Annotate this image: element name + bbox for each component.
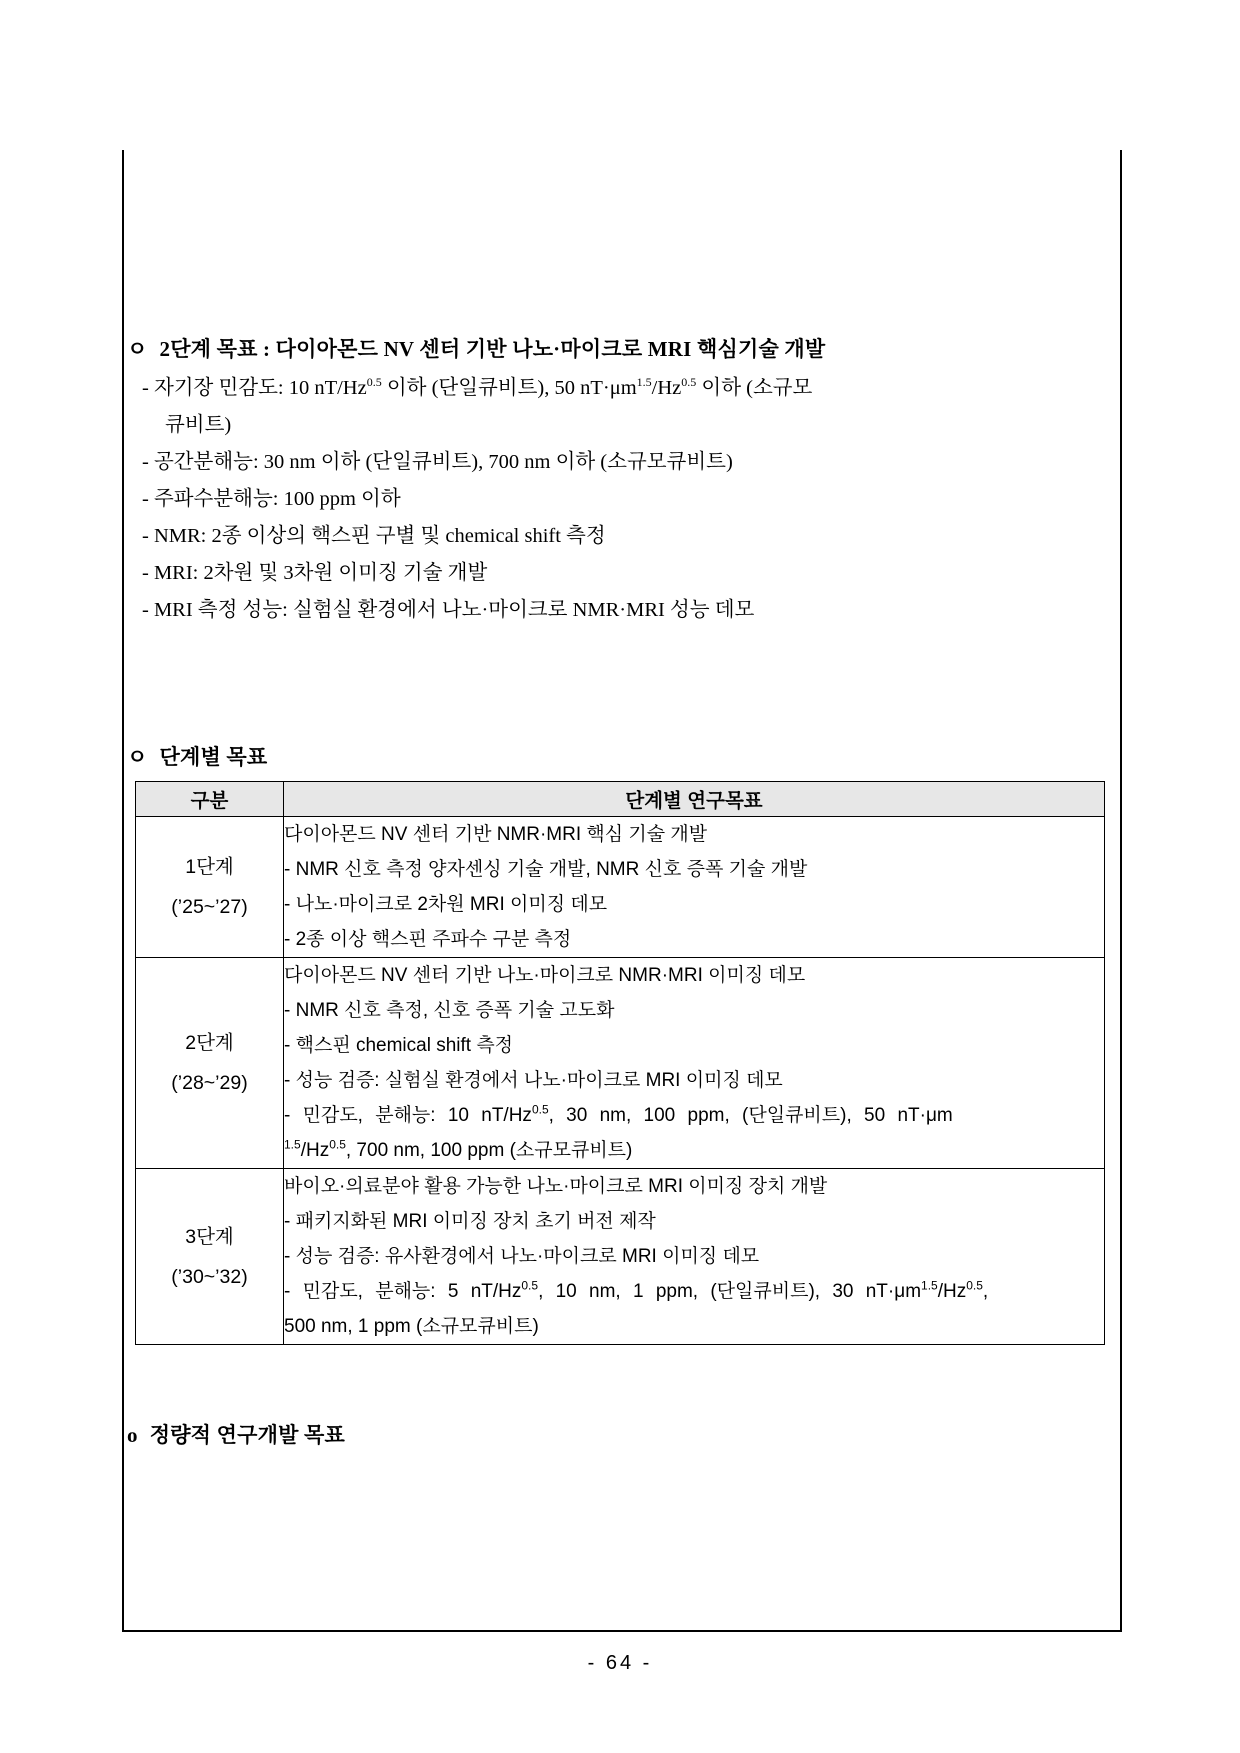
text-segment: 다이아몬드 NV 센터 기반 NMR·MRI 핵심 기술 개발 — [284, 824, 708, 845]
text-segment: - 공간분해능: 30 nm 이하 (단일큐비트), 700 nm 이하 (소규모큐비트) — [142, 451, 733, 473]
goal-cell — [284, 817, 1105, 958]
text-line — [142, 555, 1092, 592]
bullet-circle: o — [127, 1423, 138, 1447]
stage-section-heading — [127, 741, 267, 771]
text-segment: - 핵스핀 chemical shift 측정 — [284, 1035, 514, 1056]
superscript-text: 0.5 — [366, 375, 382, 390]
page-number: - 64 - — [587, 1652, 653, 1674]
text-segment: 500 nm, 1 ppm (소규모큐비트) — [284, 1316, 539, 1337]
text-segment: , — [982, 1281, 989, 1302]
text-segment: 이하 (소규모 — [696, 377, 813, 399]
goal-cell — [284, 958, 1105, 1169]
text-segment: , 30 nm, 100 ppm, (단일큐비트), 50 nT·μm — [548, 1105, 953, 1126]
table-header-row — [136, 782, 1105, 817]
text-line — [284, 1239, 1104, 1274]
superscript-text: 0.5 — [966, 1278, 983, 1293]
text-segment: - 민감도, 분해능: 10 nT/Hz — [284, 1105, 532, 1126]
stage-label: (’30~’32) — [171, 1265, 248, 1288]
text-segment: 이하 (단일큐비트), 50 nT·μm — [381, 377, 637, 399]
text-segment: - NMR 신호 측정 양자센싱 기술 개발, NMR 신호 증폭 기술 개발 — [284, 859, 808, 880]
text-line — [284, 1169, 1104, 1204]
stage-cell — [136, 1169, 284, 1345]
text-segment: - 주파수분해능: 100 ppm 이하 — [142, 488, 401, 510]
quant-section-heading-text: 정량적 연구개발 목표 — [149, 1423, 345, 1447]
text-line — [142, 518, 1092, 555]
bullet-circle: ㅇ — [127, 337, 148, 361]
text-line — [142, 481, 1092, 518]
text-segment: - 성능 검증: 유사환경에서 나노·마이크로 MRI 이미징 데모 — [284, 1246, 760, 1267]
text-segment: - 패키지화된 MRI 이미징 장치 초기 버전 제작 — [284, 1211, 656, 1232]
text-segment: /Hz — [937, 1281, 967, 1302]
text-line — [284, 1098, 1104, 1133]
text-line — [284, 993, 1104, 1028]
stage-label: 2단계 — [185, 1032, 234, 1054]
text-segment: - 2종 이상 핵스핀 주파수 구분 측정 — [284, 929, 572, 950]
stage-section-heading-text: 단계별 목표 — [159, 745, 268, 769]
table-row — [136, 1169, 1105, 1345]
text-segment: 큐비트) — [165, 414, 232, 436]
text-line — [284, 1028, 1104, 1063]
text-segment: 바이오·의료분야 활용 가능한 나노·마이크로 MRI 이미징 장치 개발 — [284, 1176, 828, 1197]
text-line — [284, 852, 1104, 887]
text-segment: - NMR 신호 측정, 신호 증폭 기술 고도화 — [284, 1000, 615, 1021]
text-line — [284, 958, 1104, 993]
table-row — [136, 958, 1105, 1169]
text-segment: , 700 nm, 100 ppm (소규모큐비트) — [345, 1140, 633, 1161]
stage2-goal-heading — [127, 333, 825, 363]
text-segment: - 자기장 민감도: 10 nT/Hz — [142, 377, 367, 399]
text-line — [284, 1204, 1104, 1239]
superscript-text: 1.5 — [284, 1137, 301, 1152]
text-segment: - 민감도, 분해능: 5 nT/Hz — [284, 1281, 522, 1302]
text-line — [142, 444, 1092, 481]
superscript-text: 0.5 — [681, 375, 697, 390]
text-line — [142, 370, 1092, 407]
stage-table-body — [136, 817, 1105, 1345]
stage-label: 1단계 — [185, 856, 234, 878]
stage-label: (’25~’27) — [171, 896, 248, 918]
stage2-goal-list — [142, 370, 1092, 629]
text-line — [284, 887, 1104, 922]
table-row — [136, 817, 1105, 958]
text-segment: - MRI: 2차원 및 3차원 이미징 기술 개발 — [142, 562, 488, 584]
text-line — [142, 407, 1092, 444]
text-line — [284, 1133, 1104, 1168]
text-line — [142, 592, 1092, 629]
text-line — [284, 1274, 1104, 1309]
text-line — [284, 1309, 1104, 1344]
text-segment: - NMR: 2종 이상의 핵스핀 구별 및 chemical shift 측정 — [142, 525, 606, 547]
stage-goal-table — [135, 781, 1105, 1345]
bullet-circle: ㅇ — [127, 745, 148, 769]
superscript-text: 1.5 — [921, 1278, 938, 1293]
quant-section-heading — [127, 1419, 345, 1449]
text-segment: , 10 nm, 1 ppm, (단일큐비트), 30 nT·μm — [538, 1281, 922, 1302]
superscript-text: 0.5 — [329, 1137, 346, 1152]
stage2-goal-heading-text: 2단계 목표 : 다이아몬드 NV 센터 기반 나노·마이크로 MRI 핵심기술 개발 — [159, 337, 826, 361]
stage-cell — [136, 958, 284, 1169]
text-segment: /Hz — [651, 377, 682, 399]
text-segment: - 성능 검증: 실험실 환경에서 나노·마이크로 MRI 이미징 데모 — [284, 1070, 783, 1091]
superscript-text: 1.5 — [636, 375, 652, 390]
stage-cell — [136, 817, 284, 958]
stage-label: (’28~’29) — [171, 1072, 248, 1094]
text-segment: - MRI 측정 성능: 실험실 환경에서 나노·마이크로 NMR·MRI 성능 데모 — [142, 599, 755, 621]
text-line — [284, 1063, 1104, 1098]
table-header-goal: 단계별 연구목표 — [284, 782, 1105, 817]
text-segment: - 나노·마이크로 2차원 MRI 이미징 데모 — [284, 894, 608, 915]
text-line — [284, 817, 1104, 852]
text-segment: /Hz — [300, 1140, 330, 1161]
text-segment: 다이아몬드 NV 센터 기반 나노·마이크로 NMR·MRI 이미징 데모 — [284, 965, 806, 986]
superscript-text: 0.5 — [521, 1278, 539, 1293]
stage-label: 3단계 — [185, 1225, 234, 1248]
text-line — [284, 922, 1104, 957]
table-header-gubun: 구분 — [136, 782, 284, 817]
superscript-text: 0.5 — [531, 1102, 549, 1117]
goal-cell — [284, 1169, 1105, 1345]
